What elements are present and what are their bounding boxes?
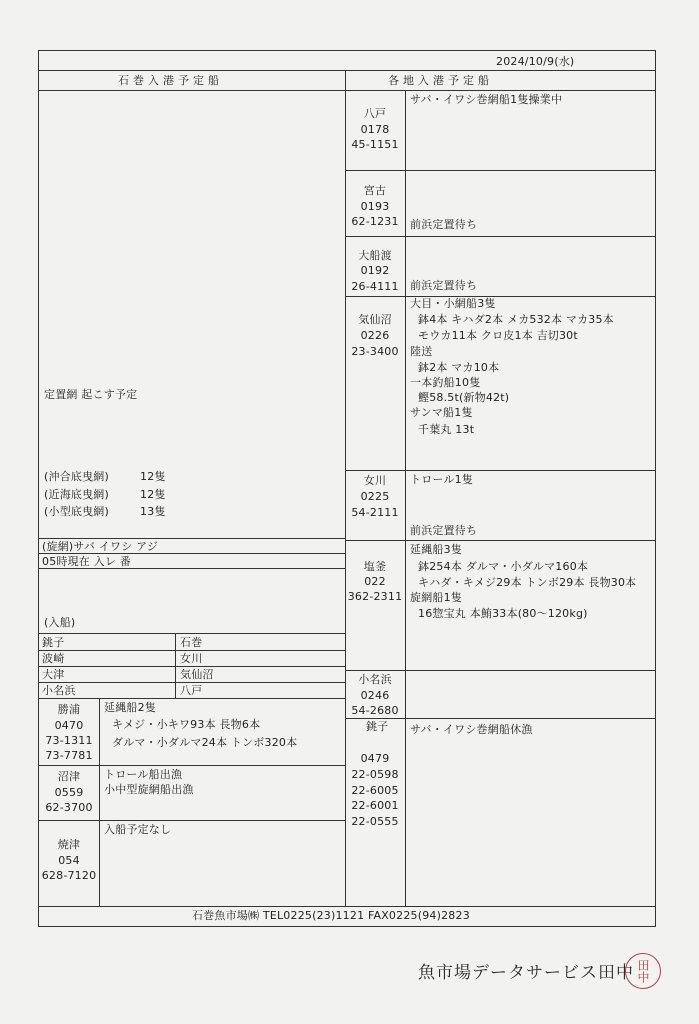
nyusen-from: 波崎	[42, 652, 65, 665]
frame-bottom	[38, 926, 656, 927]
port-info: 旋網船1隻	[410, 591, 462, 604]
left-row-line	[38, 698, 345, 699]
left-row-line	[38, 650, 345, 651]
trawl-count: 12隻	[140, 488, 166, 501]
port-tel: 0226	[360, 329, 390, 342]
port-name: 塩釜	[363, 560, 387, 573]
port-info: 前浜定置待ち	[410, 279, 478, 292]
port-tel: 62-1231	[351, 215, 399, 228]
port-tel: 45-1151	[351, 138, 399, 151]
port-info: サバ・イワシ巻網船休漁	[410, 723, 533, 736]
port-name: 気仙沼	[358, 313, 392, 326]
port-info: キメジ・小キワ93本 長物6本	[112, 718, 261, 731]
port-tel: 0470	[54, 719, 84, 732]
port-tel: 54-2111	[351, 506, 399, 519]
right-row-line	[345, 170, 656, 171]
right-row-line	[345, 470, 656, 471]
left-row-line	[38, 568, 345, 569]
port-info: 鉢2本 マカ10本	[418, 361, 500, 374]
right-row-line	[345, 236, 656, 237]
left-row-line	[38, 538, 345, 539]
teichi-note: 定置網 起こす予定	[44, 388, 138, 401]
port-name: 八戸	[363, 107, 387, 120]
right-row-line	[345, 670, 656, 671]
port-tel: 22-6001	[351, 799, 399, 812]
nyusen-label: (入船)	[44, 616, 76, 629]
trawl-name: (沖合底曳網)	[44, 470, 109, 483]
nyusen-divider	[175, 633, 176, 698]
port-tel: 0246	[360, 689, 390, 702]
right-row-line	[345, 718, 656, 719]
port-info: トロール1隻	[410, 473, 473, 486]
left-row-line	[38, 682, 345, 683]
port-info: 鰹58.5t(新物42t)	[418, 391, 510, 404]
nyusen-to: 気仙沼	[180, 668, 214, 681]
port-tel: 0479	[360, 752, 390, 765]
trawl-name: (小型底曳網)	[44, 505, 109, 518]
port-tel: 22-6005	[351, 784, 399, 797]
port-tel: 73-7781	[45, 749, 93, 762]
port-info: 小中型旋網船出漁	[104, 783, 194, 796]
time-row: 05時現在 入レ 番	[42, 555, 131, 568]
port-name: 小名浜	[358, 673, 392, 686]
right-row-line	[345, 540, 656, 541]
trawl-name: (近海底曳網)	[44, 488, 109, 501]
left-row-line	[38, 666, 345, 667]
port-name: 大船渡	[358, 249, 392, 262]
port-tel: 628-7120	[41, 869, 97, 882]
frame-left	[38, 50, 39, 926]
port-name: 女川	[363, 474, 387, 487]
frame-top	[38, 50, 656, 51]
signature: 魚市場データサービス田中	[418, 963, 634, 983]
port-tel: 73-1311	[45, 734, 93, 747]
port-tel: 0225	[360, 490, 390, 503]
date-row-line	[38, 70, 656, 71]
port-tel: 62-3700	[45, 801, 93, 814]
port-tel: 0559	[54, 786, 84, 799]
nyusen-to: 八戸	[180, 684, 203, 697]
port-tel: 054	[58, 854, 80, 867]
right-row-line	[345, 296, 656, 297]
left-row-line	[38, 553, 345, 554]
port-tel: 26-4111	[351, 280, 399, 293]
port-tel: 54-2680	[351, 704, 399, 717]
port-name: 勝浦	[57, 703, 81, 716]
nyusen-from: 小名浜	[42, 684, 76, 697]
footer-row-line	[38, 906, 656, 907]
left-header: 石巻入港予定船	[118, 74, 223, 87]
port-info: 延縄船3隻	[410, 543, 462, 556]
right-port-divider	[405, 90, 406, 906]
port-info: 陸送	[410, 345, 433, 358]
port-info: 入船予定なし	[104, 823, 172, 836]
nyusen-to: 石巻	[180, 636, 203, 649]
port-info: サンマ船1隻	[410, 406, 473, 419]
makiami-row: (旋網)サバ イワシ アジ	[42, 540, 159, 553]
port-tel: 22-0598	[351, 768, 399, 781]
port-info: トロール船出漁	[104, 768, 183, 781]
port-info: ダルマ・小ダルマ24本 トンボ320本	[112, 736, 298, 749]
port-tel: 0192	[360, 264, 390, 277]
port-tel: 22-0555	[351, 815, 399, 828]
port-info: 鉢254本 ダルマ・小ダルマ160本	[418, 560, 589, 573]
port-tel: 23-3400	[351, 345, 399, 358]
nyusen-from: 銚子	[42, 636, 65, 649]
port-info: 大目・小網船3隻	[410, 297, 496, 310]
port-info: 16惣宝丸 本鮪33本(80～120kg)	[418, 607, 588, 620]
left-row-line	[38, 820, 345, 821]
port-tel: 022	[364, 575, 386, 588]
nyusen-from: 大津	[42, 668, 65, 681]
port-info: 前浜定置待ち	[410, 218, 478, 231]
nyusen-to: 女川	[180, 652, 203, 665]
port-info: 一本釣船10隻	[410, 376, 481, 389]
port-info: 鉢4本 キハダ2本 メカ532本 マカ35本	[418, 313, 614, 326]
port-tel: 362-2311	[347, 590, 403, 603]
right-header: 各地入港予定船	[388, 74, 493, 87]
port-info: 延縄船2隻	[104, 701, 156, 714]
seal-text: 田中	[636, 959, 650, 983]
port-info: 千葉丸 13t	[418, 423, 475, 436]
port-tel: 0193	[360, 200, 390, 213]
left-row-line	[38, 765, 345, 766]
port-info: 前浜定置待ち	[410, 524, 478, 537]
port-info: キハダ・キメジ29本 トンボ29本 長物30本	[418, 576, 637, 589]
port-name: 焼津	[57, 838, 81, 851]
trawl-count: 12隻	[140, 470, 166, 483]
left-port-divider	[99, 698, 100, 906]
header-row-line	[38, 90, 656, 91]
seal-stamp	[625, 953, 661, 989]
port-name: 宮古	[363, 184, 387, 197]
port-info: サバ・イワシ巻網船1隻操業中	[410, 93, 563, 106]
port-tel: 0178	[360, 123, 390, 136]
port-name: 沼津	[57, 770, 81, 783]
port-name: 銚子	[366, 720, 389, 733]
port-info: モウカ11本 クロ皮1本 吉切30t	[418, 329, 578, 342]
date: 2024/10/9(水)	[496, 55, 575, 68]
left-row-line	[38, 633, 345, 634]
trawl-count: 13隻	[140, 505, 166, 518]
footer-contact: 石巻魚市場㈱ TEL0225(23)1121 FAX0225(94)2823	[192, 909, 470, 922]
frame-right	[655, 50, 656, 926]
